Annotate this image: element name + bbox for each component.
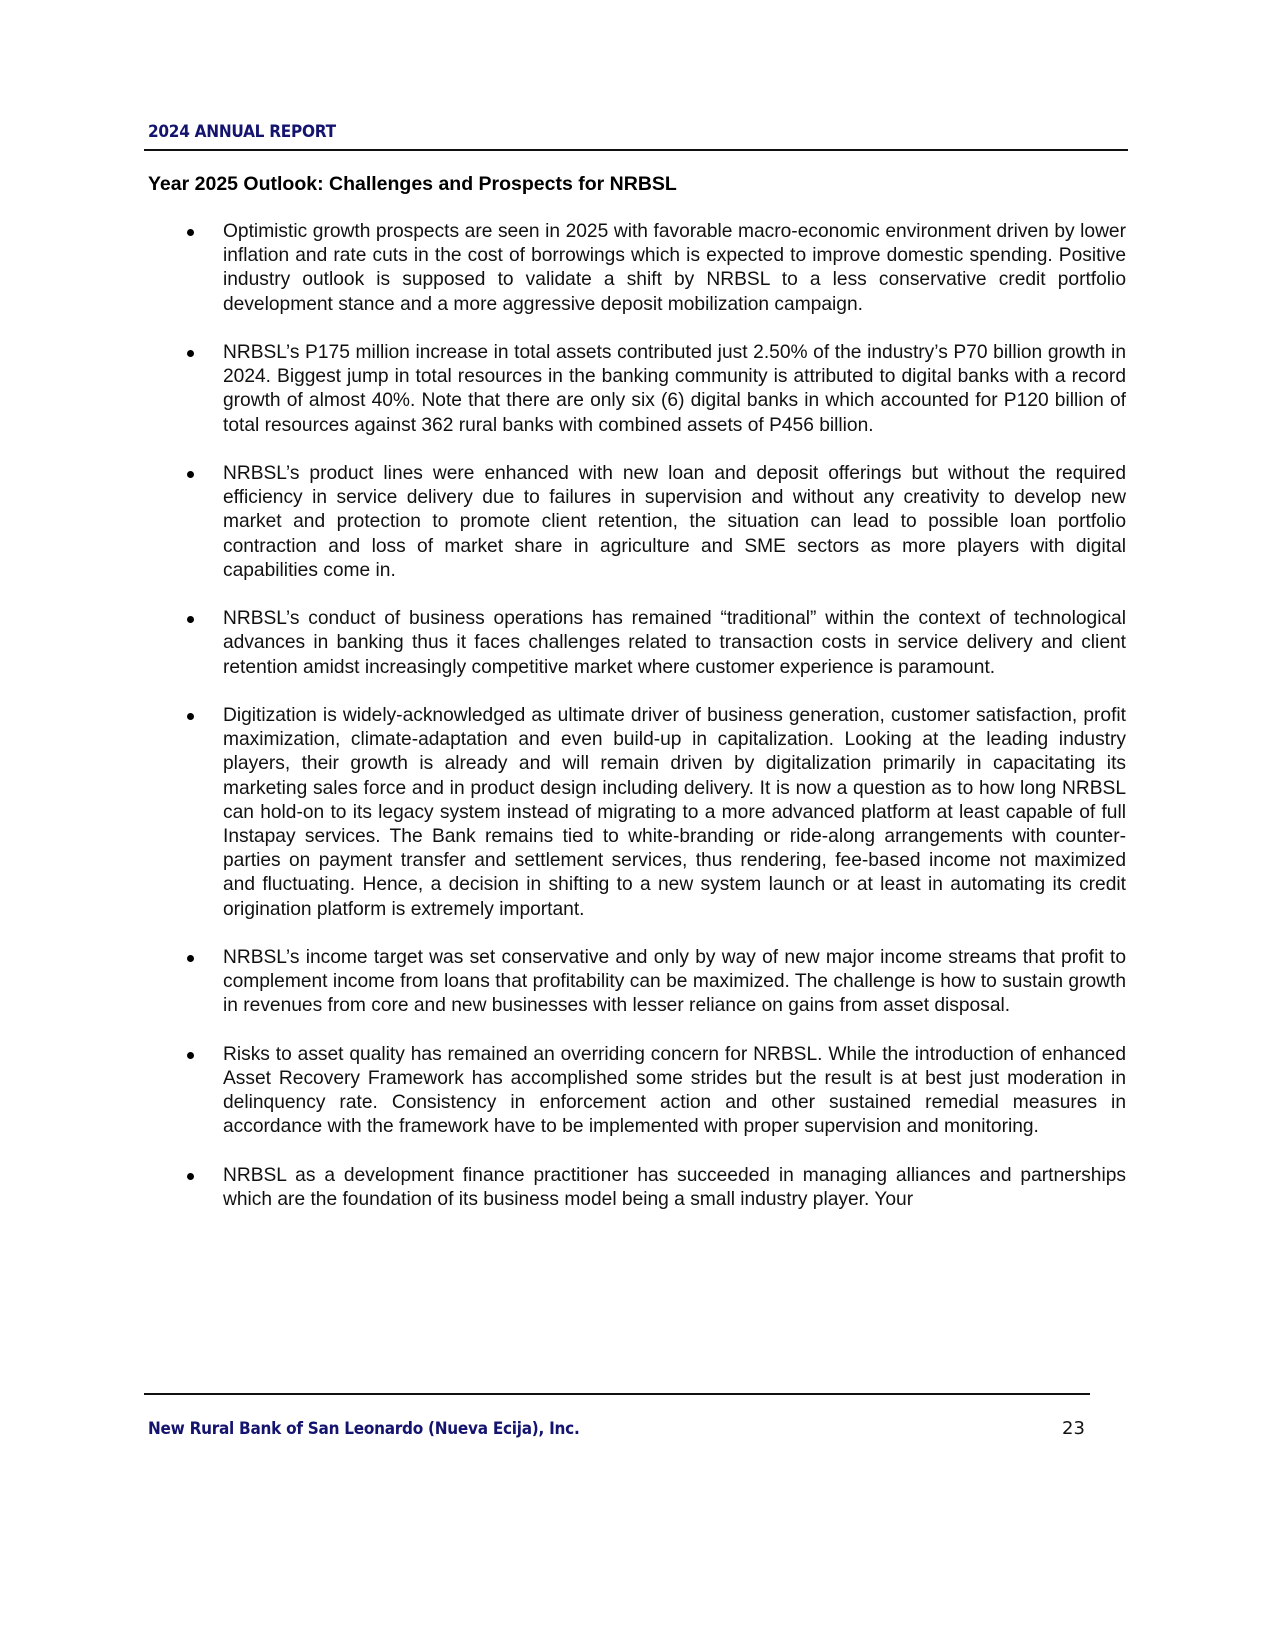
bullet-dot-icon [187,1052,194,1059]
bullet-dot-icon [187,350,194,357]
bullet-text: NRBSL’s P175 million increase in total assets contributed just 2.50% of the industry’s P70 billion growth in 2024. Biggest jump in total resources in the banking community is attributed to digital banks with a record growth of almost 40%. Note that there are only six (6) digital banks in which accounted for P120 billion of total resources against 362 rural banks with combined assets of P456 billion. [223,342,1126,436]
bullet-item [180,704,1126,922]
bullet-text: NRBSL’s income target was set conservative and only by way of new major income streams that profit to complement income from loans that profitability can be maximized. The challenge is how to sustain growth in revenues from core and new businesses with lesser reliance on gains from asset disposal. [223,947,1126,1017]
bullet-dot-icon [187,229,194,236]
bullet-text: NRBSL as a development finance practitioner has succeeded in managing alliances and partnerships which are the foundation of its business model being a small industry player. Your [223,1164,1126,1211]
bullet-item [180,341,1126,438]
outlook-bullet-list [180,220,1126,1236]
bullet-dot-icon [187,616,194,623]
footer-divider [144,1393,1090,1395]
bullet-text: Optimistic growth prospects are seen in 2025 with favorable macro-economic environment driven by lower inflation and rate cuts in the cost of borrowings which is expected to improve domestic spending. Positive industry outlook is supposed to validate a shift by NRBSL to a less conservative credit portfolio development stance and a more aggressive deposit mobilization campaign. [223,221,1126,315]
bullet-text: NRBSL’s product lines were enhanced with new loan and deposit offerings but without the required efficiency in service delivery due to failures in supervision and without any creativity to develop new market and protection to promote client retention, the situation can lead to possible loan portfolio contraction and loss of market share in agriculture and SME sectors as more players with digital capabilities come in. [223,463,1126,581]
bullet-item [180,946,1126,1019]
header-divider [144,149,1128,151]
footer-organization-name: New Rural Bank of San Leonardo (Nueva Ecija), Inc. [148,1419,580,1439]
bullet-item [180,462,1126,583]
running-header: 2024 ANNUAL REPORT [148,122,336,141]
bullet-dot-icon [187,955,194,962]
bullet-dot-icon [187,1173,194,1180]
bullet-dot-icon [187,471,194,478]
bullet-dot-icon [187,713,194,720]
page-number: 23 [1062,1418,1085,1439]
bullet-text: Risks to asset quality has remained an overriding concern for NRBSL. While the introduction of enhanced Asset Recovery Framework has accomplished some strides but the result is at best just moderation in delinquency rate. Consistency in enforcement action and other sustained remedial measures in accordance with the framework have to be implemented with proper supervision and monitoring. [223,1043,1126,1138]
bullet-text: Digitization is widely-acknowledged as ultimate driver of business generation, customer satisfaction, profit maximization, climate-adaptation and even build-up in capitalization. Looking at the leading industry players, their growth is already and will remain driven by digitalization primarily in capacitating its marketing sales force and in product design including delivery. It is now a question as to how long NRBSL can hold-on to its legacy system instead of migrating to a more advanced platform at least capable of full Instapay services. The Bank remains tied to white-branding or ride-along arrangements with counter-parties on payment transfer and settlement services, thus rendering, fee-based income not maximized and fluctuating. Hence, a decision in shifting to a new system launch or at least in automating its credit origination platform is extremely important. [223,705,1126,920]
bullet-item [180,220,1126,317]
bullet-item [180,607,1126,680]
bullet-item [180,1164,1126,1212]
section-title: Year 2025 Outlook: Challenges and Prospects for NRBSL [148,173,677,195]
bullet-item [180,1043,1126,1140]
bullet-text: NRBSL’s conduct of business operations has remained “traditional” within the context of technological advances in banking thus it faces challenges related to transaction costs in service delivery and client retention amidst increasingly competitive market where customer experience is paramount. [223,608,1126,678]
